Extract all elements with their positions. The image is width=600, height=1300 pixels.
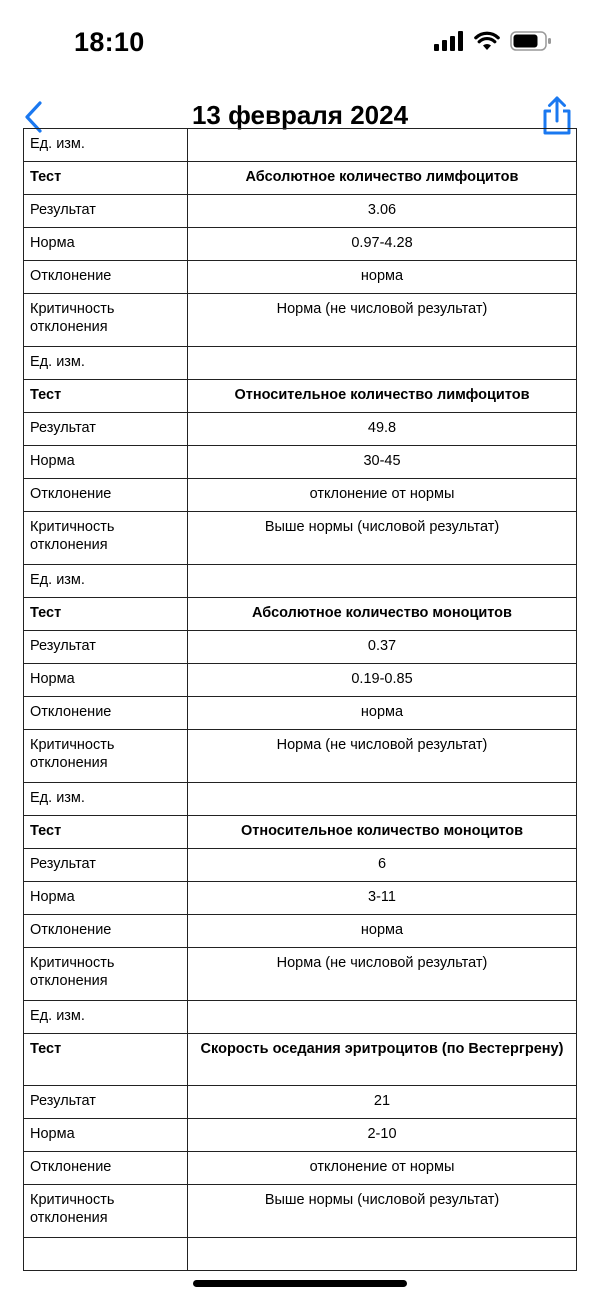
row-value: 30-45 <box>188 446 577 479</box>
row-label: Критичность отклонения <box>24 294 188 347</box>
table-row <box>24 512 577 565</box>
page-title: 13 февраля 2024 <box>191 100 409 130</box>
row-label: Отклонение <box>24 915 188 948</box>
row-label: Отклонение <box>24 479 188 512</box>
row-value: норма <box>188 261 577 294</box>
row-label <box>24 1238 188 1271</box>
row-label: Тест <box>24 598 188 631</box>
row-label: Критичность отклонения <box>24 948 188 1001</box>
home-indicator[interactable] <box>193 1280 407 1287</box>
table-row <box>24 565 577 598</box>
row-value: 49.8 <box>188 413 577 446</box>
row-value: 0.37 <box>188 631 577 664</box>
row-value: норма <box>188 915 577 948</box>
table-row <box>24 631 577 664</box>
row-label: Тест <box>24 1034 188 1086</box>
row-label: Отклонение <box>24 261 188 294</box>
table-row <box>24 413 577 446</box>
row-label: Ед. изм. <box>24 347 188 380</box>
results-scroll-area[interactable] <box>23 136 578 1248</box>
table-row <box>24 948 577 1001</box>
test-header-row <box>24 162 577 195</box>
table-row <box>24 261 577 294</box>
row-label: Критичность отклонения <box>24 730 188 783</box>
table-row <box>24 129 577 162</box>
test-header-row <box>24 1034 577 1086</box>
row-label: Норма <box>24 446 188 479</box>
results-table <box>23 128 577 1271</box>
test-header-row <box>24 598 577 631</box>
row-value: норма <box>188 697 577 730</box>
status-time: 18:10 <box>74 27 145 57</box>
row-label: Критичность отклонения <box>24 1185 188 1238</box>
status-bar <box>0 0 600 90</box>
row-value: 21 <box>188 1086 577 1119</box>
table-row <box>24 697 577 730</box>
row-value: отклонение от нормы <box>188 479 577 512</box>
row-value <box>188 783 577 816</box>
table-row <box>24 228 577 261</box>
table-row <box>24 1185 577 1238</box>
row-label: Ед. изм. <box>24 129 188 162</box>
row-label: Результат <box>24 631 188 664</box>
row-value <box>188 565 577 598</box>
table-row <box>24 1238 577 1271</box>
table-row <box>24 1001 577 1034</box>
row-label: Норма <box>24 664 188 697</box>
row-label: Результат <box>24 1086 188 1119</box>
test-header-row <box>24 816 577 849</box>
table-row <box>24 294 577 347</box>
wifi-icon <box>474 31 500 51</box>
row-label: Тест <box>24 162 188 195</box>
row-value: Абсолютное количество лимфоцитов <box>188 162 577 195</box>
table-row <box>24 1119 577 1152</box>
row-label: Норма <box>24 882 188 915</box>
row-label: Ед. изм. <box>24 783 188 816</box>
test-header-row <box>24 380 577 413</box>
row-label: Результат <box>24 849 188 882</box>
row-label: Отклонение <box>24 697 188 730</box>
row-value: 6 <box>188 849 577 882</box>
row-value: Норма (не числовой результат) <box>188 948 577 1001</box>
row-value: Норма (не числовой результат) <box>188 294 577 347</box>
row-label: Результат <box>24 195 188 228</box>
row-label: Ед. изм. <box>24 565 188 598</box>
table-row <box>24 664 577 697</box>
row-value: Выше нормы (числовой результат) <box>188 512 577 565</box>
row-value: Выше нормы (числовой результат) <box>188 1185 577 1238</box>
row-label: Ед. изм. <box>24 1001 188 1034</box>
table-row <box>24 195 577 228</box>
row-value <box>188 129 577 162</box>
table-row <box>24 347 577 380</box>
table-row <box>24 849 577 882</box>
row-value: отклонение от нормы <box>188 1152 577 1185</box>
row-value <box>188 1001 577 1034</box>
table-row <box>24 783 577 816</box>
row-value: 3-11 <box>188 882 577 915</box>
row-value: Скорость оседания эритроцитов (по Вестергрену) <box>188 1034 577 1086</box>
table-row <box>24 882 577 915</box>
row-value: 3.06 <box>188 195 577 228</box>
row-label: Тест <box>24 816 188 849</box>
row-label: Критичность отклонения <box>24 512 188 565</box>
row-value: Относительное количество моноцитов <box>188 816 577 849</box>
table-row <box>24 479 577 512</box>
row-value: Норма (не числовой результат) <box>188 730 577 783</box>
row-value: 2-10 <box>188 1119 577 1152</box>
table-row <box>24 730 577 783</box>
row-value: 0.97-4.28 <box>188 228 577 261</box>
table-row <box>24 446 577 479</box>
battery-icon <box>510 31 552 51</box>
row-value <box>188 1238 577 1271</box>
table-row <box>24 915 577 948</box>
table-row <box>24 1086 577 1119</box>
status-icons <box>434 31 552 51</box>
row-value: Относительное количество лимфоцитов <box>188 380 577 413</box>
row-value: Абсолютное количество моноцитов <box>188 598 577 631</box>
row-value <box>188 347 577 380</box>
row-label: Норма <box>24 228 188 261</box>
table-row <box>24 1152 577 1185</box>
row-value: 0.19-0.85 <box>188 664 577 697</box>
row-label: Тест <box>24 380 188 413</box>
row-label: Результат <box>24 413 188 446</box>
row-label: Норма <box>24 1119 188 1152</box>
cellular-signal-icon <box>434 31 464 51</box>
row-label: Отклонение <box>24 1152 188 1185</box>
